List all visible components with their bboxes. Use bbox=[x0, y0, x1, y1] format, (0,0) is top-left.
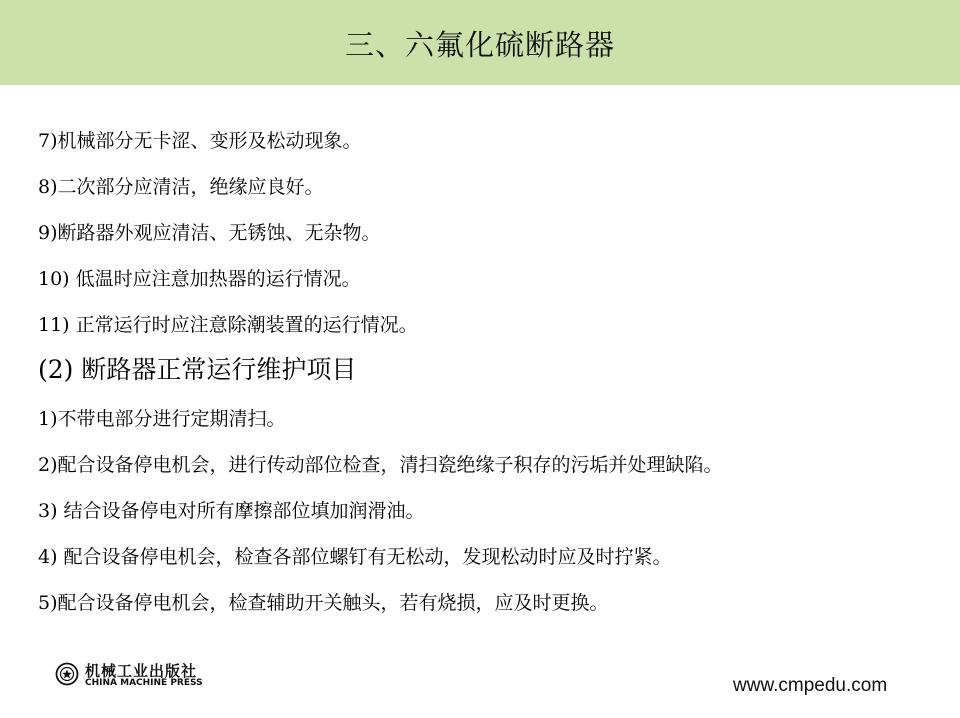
slide-title: 三、六氟化硫断路器 bbox=[344, 28, 615, 62]
list-item: 11) 正常运行时应注意除潮装置的运行情况。 bbox=[38, 314, 418, 336]
website-link[interactable]: www.cmpedu.com bbox=[733, 675, 888, 696]
section-heading: (2) 断路器正常运行维护项目 bbox=[38, 355, 357, 384]
list-item: 4) 配合设备停电机会，检查各部位螺钉有无松动，发现松动时应及时拧紧。 bbox=[38, 546, 672, 568]
list-item: 2)配合设备停电机会，进行传动部位检查，清扫瓷绝缘子积存的污垢并处理缺陷。 bbox=[38, 454, 723, 476]
list-item: 9)断路器外观应清洁、无锈蚀、无杂物。 bbox=[38, 222, 381, 244]
list-item: 8)二次部分应清洁，绝缘应良好。 bbox=[38, 176, 324, 198]
publisher-name-en: CHINA MACHINE PRESS bbox=[85, 678, 203, 688]
list-item: 7)机械部分无卡涩、变形及松动现象。 bbox=[38, 130, 362, 152]
list-item: 1)不带电部分进行定期清扫。 bbox=[38, 408, 286, 430]
list-item: 3) 结合设备停电对所有摩擦部位填加润滑油。 bbox=[38, 500, 425, 522]
list-item: 5)配合设备停电机会，检查辅助开关触头，若有烧损，应及时更换。 bbox=[38, 592, 609, 614]
publisher-name-cn: 机械工业出版社 bbox=[85, 662, 198, 680]
publisher-emblem-icon bbox=[55, 662, 79, 686]
slide-body bbox=[38, 120, 938, 628]
list-item: 10) 低温时应注意加热器的运行情况。 bbox=[38, 268, 361, 290]
